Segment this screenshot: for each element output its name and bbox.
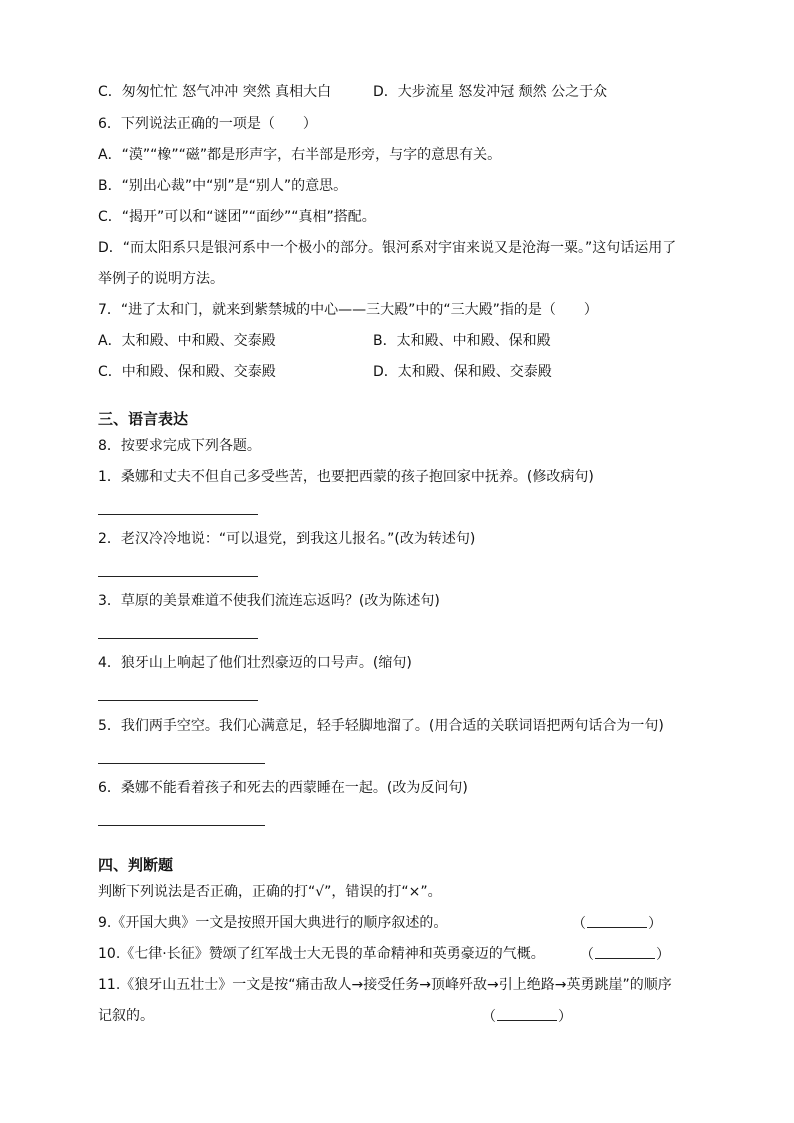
q9-statement: 9.《开国大典》一文是按照开国大典进行的顺序叙述的。: [98, 915, 448, 931]
paren-close: ）: [656, 947, 670, 963]
q6-stem: 6．下列说法正确的一项是（ ）: [98, 116, 317, 132]
q5-option-d: D．大步流星 怒发冲冠 颓然 公之于众: [373, 84, 608, 100]
q10-statement: 10.《七律·长征》赞颂了红军战士大无畏的革命精神和英勇豪迈的气概。: [98, 946, 545, 962]
q11-answer-blank[interactable]: [497, 1006, 557, 1021]
q8-item-3: 3．草原的美景难道不使我们流连忘返吗？(改为陈述句): [98, 593, 440, 609]
section4-title: 四、判断题: [98, 856, 174, 874]
q7-option-a: A．太和殿、中和殿、交泰殿: [98, 333, 276, 349]
q8-item-1: 1．桑娜和丈夫不但自己多受些苦，也要把西蒙的孩子抱回家中抚养。(修改病句): [98, 469, 594, 485]
paren-close: ）: [558, 1009, 572, 1025]
q7-option-c: C．中和殿、保和殿、交泰殿: [98, 364, 276, 380]
answer-line-6[interactable]: [98, 825, 265, 826]
q6-option-a: A．“漠”“橡”“磁”都是形声字，右半部是形旁，与字的意思有关。: [98, 147, 502, 163]
q8-stem: 8．按要求完成下列各题。: [98, 438, 261, 454]
q5-option-c: C．匆匆忙忙 怒气冲冲 突然 真相大白: [98, 84, 332, 100]
q7-stem: 7．“进了太和门，就来到紫禁城的中心——三大殿”中的“三大殿”指的是（ ）: [98, 302, 598, 318]
q10-answer-paren[interactable]: [580, 944, 670, 965]
answer-line-3[interactable]: [98, 638, 258, 639]
q7-option-b: B．太和殿、中和殿、保和殿: [373, 333, 551, 349]
q11-answer-paren[interactable]: [482, 1006, 572, 1027]
q11-statement-line2: 记叙的。: [98, 1008, 154, 1024]
q8-item-6: 6．桑娜不能看着孩子和死去的西蒙睡在一起。(改为反问句): [98, 780, 468, 796]
q7-option-d: D．太和殿、保和殿、交泰殿: [373, 364, 552, 380]
paren-open: （: [572, 916, 586, 932]
answer-line-4[interactable]: [98, 700, 258, 701]
q10-answer-blank[interactable]: [595, 944, 655, 959]
q8-item-4: 4．狼牙山上响起了他们壮烈豪迈的口号声。(缩句): [98, 655, 412, 671]
answer-line-2[interactable]: [98, 576, 258, 577]
q6-option-d-line2: 举例子的说明方法。: [98, 271, 224, 287]
answer-line-1[interactable]: [98, 514, 258, 515]
answer-line-5[interactable]: [98, 763, 265, 764]
paren-open: （: [482, 1009, 496, 1025]
section3-title: 三、语言表达: [98, 410, 189, 428]
q8-item-5: 5．我们两手空空。我们心满意足，轻手轻脚地溜了。(用合适的关联词语把两句话合为一句): [98, 718, 664, 734]
q9-answer-blank[interactable]: [587, 913, 647, 928]
section4-intro: 判断下列说法是否正确，正确的打“√”，错误的打“×”。: [98, 884, 442, 900]
q9-answer-paren[interactable]: [572, 913, 662, 934]
q6-option-d-line1: D．“而太阳系只是银河系中一个极小的部分。银河系对宇宙来说又是沧海一粟。”这句话运用了: [98, 240, 677, 256]
q8-item-2: 2．老汉冷冷地说：“可以退党，到我这儿报名。”(改为转述句): [98, 531, 476, 547]
paren-close: ）: [648, 916, 662, 932]
q6-option-c: C．“揭开”可以和“谜团”“面纱”“真相”搭配。: [98, 209, 376, 225]
q6-option-b: B．“别出心裁”中“别”是“别人”的意思。: [98, 178, 348, 194]
paren-open: （: [580, 947, 594, 963]
q11-statement-line1: 11.《狼牙山五壮士》一文是按“痛击敌人→接受任务→顶峰歼敌→引上绝路→英勇跳崖”的顺序: [98, 977, 672, 993]
